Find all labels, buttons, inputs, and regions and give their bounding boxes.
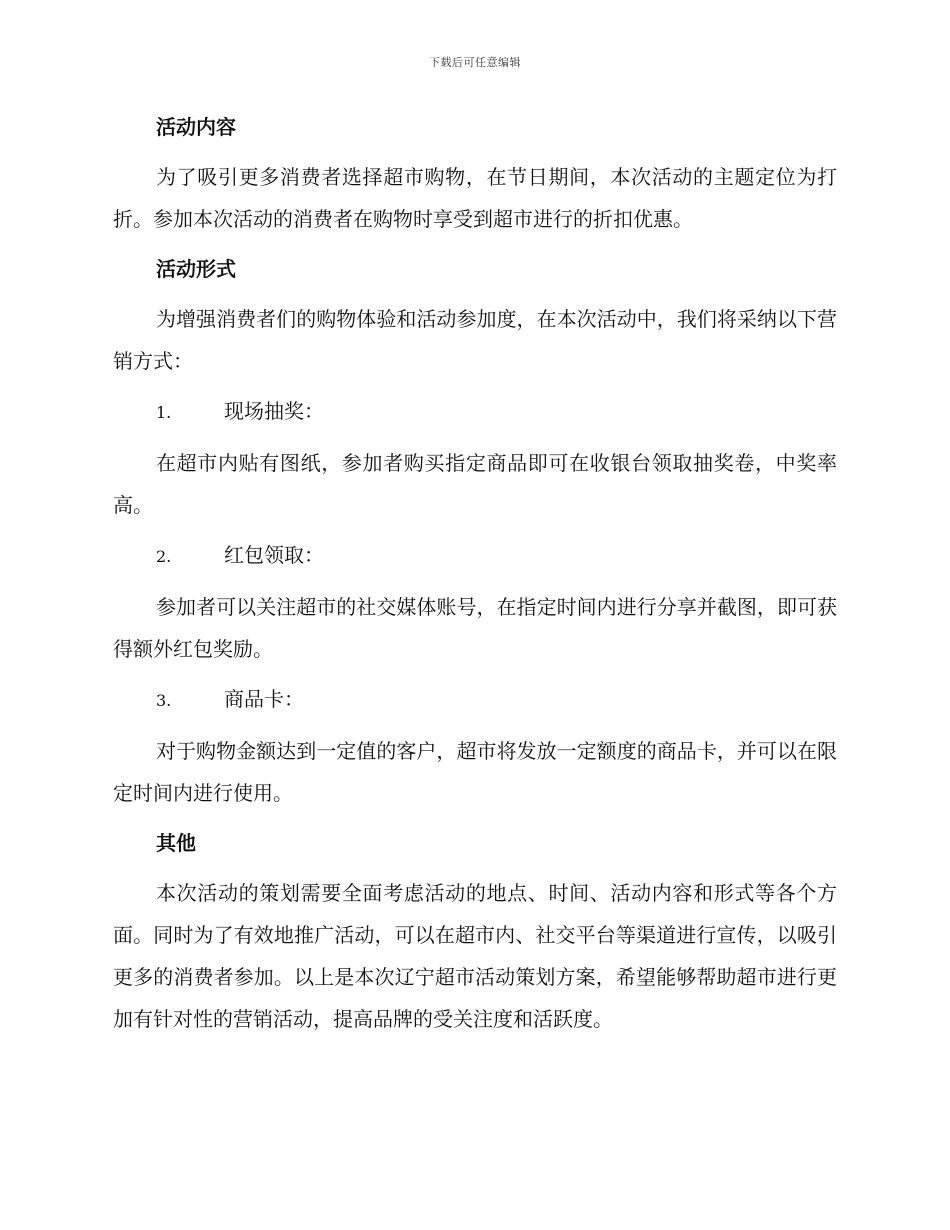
list-item-1 xyxy=(113,390,837,434)
paragraph-other: 本次活动的策划需要全面考虑活动的地点、时间、活动内容和形式等各个方面。同时为了有效地推广活动，可以在超市内、社交平台等渠道进行宣传，以吸引更多的消费者参加。以上是本次辽宁超市活动策划方案，希望能够帮助超市进行更加有针对性的营销活动，提高品牌的受关注度和活跃度。 xyxy=(113,881,837,1031)
section-heading-activity-content: 活动内容 xyxy=(156,115,236,139)
list-item-title: 商品卡： xyxy=(224,687,304,711)
list-item-title: 现场抽奖： xyxy=(224,399,324,423)
list-item-description: 对于购物金额达到一定值的客户，超市将发放一定额度的商品卡，并可以在限定时间内进行使用。 xyxy=(113,739,837,805)
section-heading-other: 其他 xyxy=(156,831,196,855)
paragraph-activity-format: 为增强消费者们的购物体验和活动参加度，在本次活动中，我们将采纳以下营销方式： xyxy=(113,307,837,373)
page-header-note: 下载后可任意编辑 xyxy=(429,56,521,69)
document-body xyxy=(113,106,837,1048)
list-item-description: 在超市内贴有图纸，参加者购买指定商品即可在收银台领取抽奖卷，中奖率高。 xyxy=(113,451,837,517)
list-number: 3. xyxy=(156,691,172,710)
list-number: 2. xyxy=(156,547,172,566)
paragraph-activity-content: 为了吸引更多消费者选择超市购物，在节日期间，本次活动的主题定位为打折。参加本次活动的消费者在购物时享受到超市进行的折扣优惠。 xyxy=(113,165,837,231)
section-heading-activity-format: 活动形式 xyxy=(156,257,236,281)
list-item-3 xyxy=(113,678,837,722)
list-item-2 xyxy=(113,534,837,578)
list-item-title: 红包领取： xyxy=(224,543,324,567)
list-item-description: 参加者可以关注超市的社交媒体账号，在指定时间内进行分享并截图，即可获得额外红包奖励。 xyxy=(113,595,837,661)
list-number: 1. xyxy=(156,403,172,422)
